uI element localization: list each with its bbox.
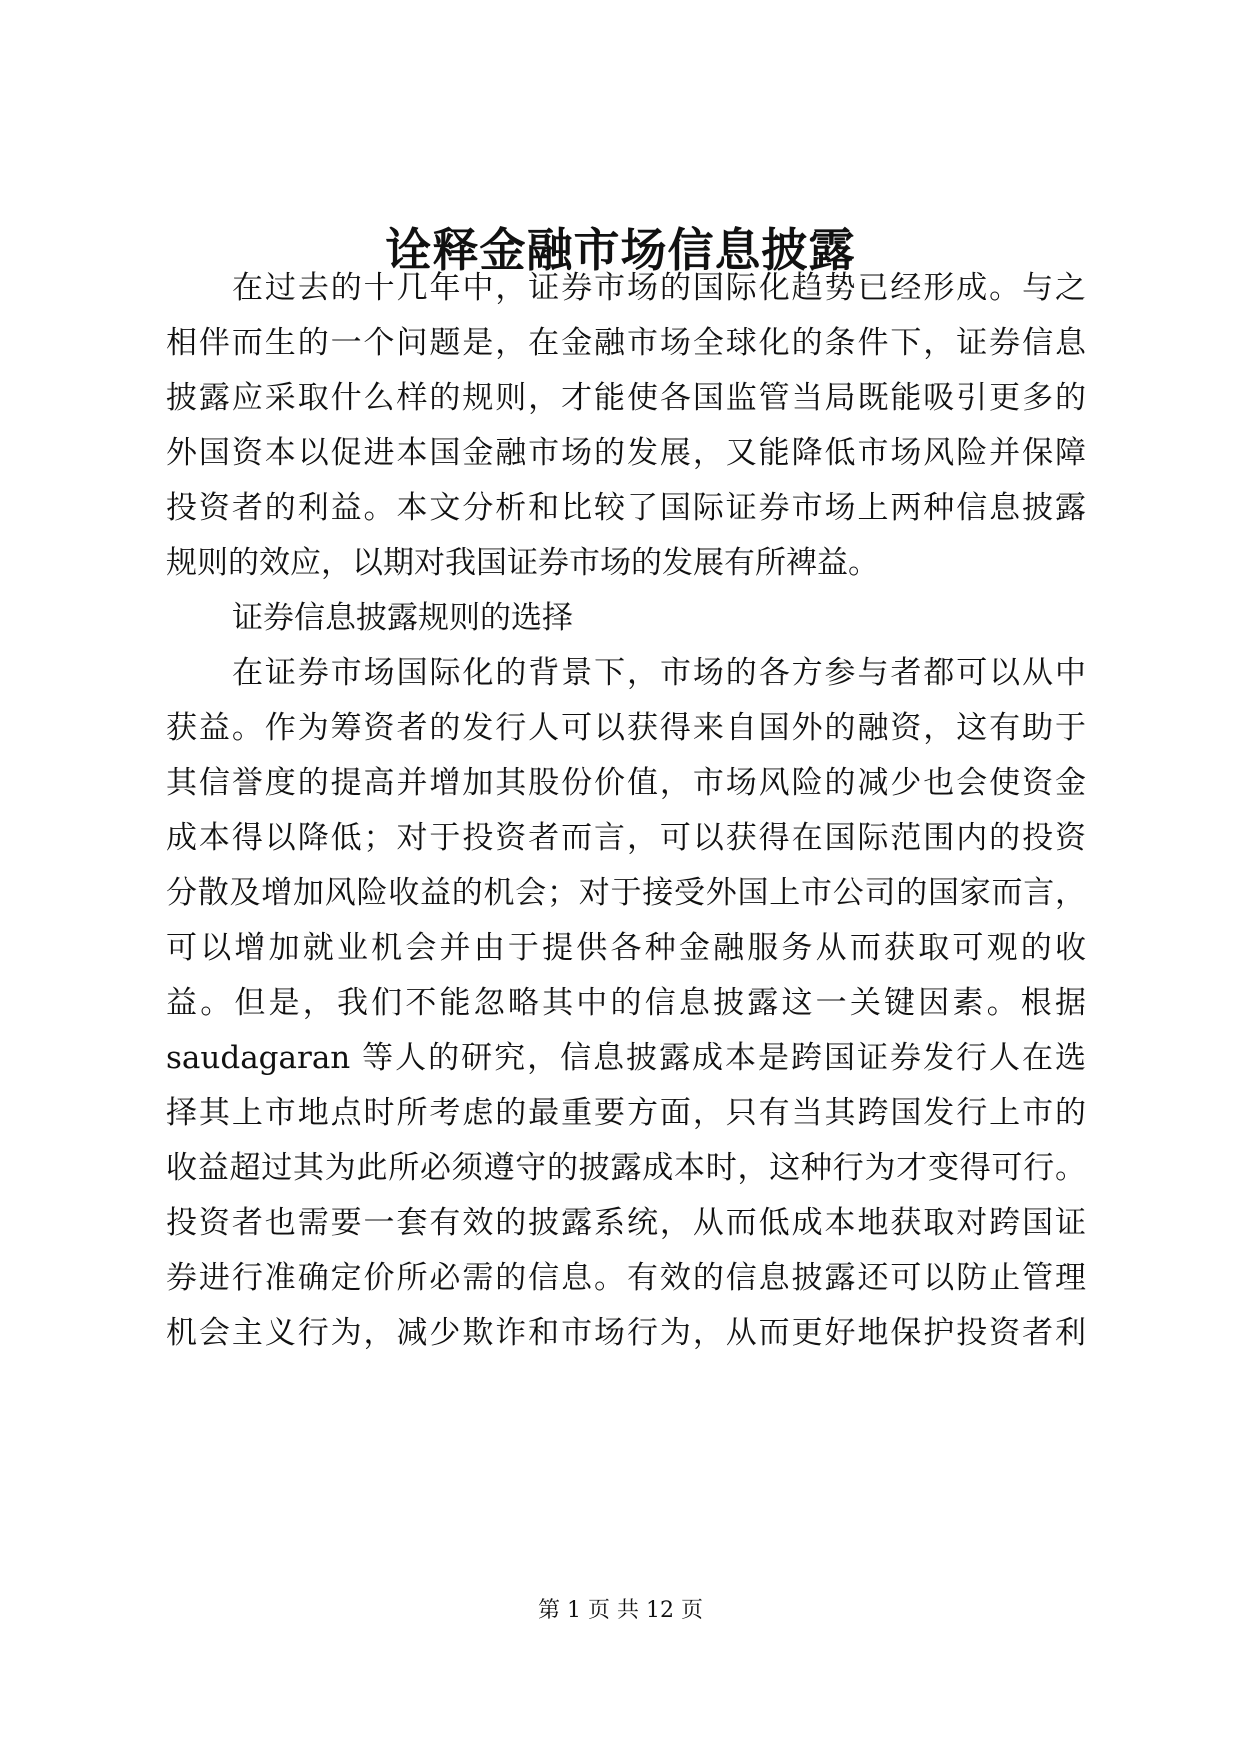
document-title: 诠释金融市场信息披露 — [385, 223, 856, 277]
paragraph-line: 获益。作为筹资者的发行人可以获得来自国外的融资，这有助于 — [166, 710, 1086, 746]
paragraph-line: 益。但是，我们不能忽略其中的信息披露这一关键因素。根据 — [166, 985, 1086, 1021]
paragraph-line: 投资者的利益。本文分析和比较了国际证券市场上两种信息披露 — [166, 490, 1086, 526]
paragraph-line: 披露应采取什么样的规则，才能使各国监管当局既能吸引更多的 — [166, 380, 1086, 416]
paragraph-line: 投资者也需要一套有效的披露系统，从而低成本地获取对跨国证 — [166, 1205, 1086, 1241]
paragraph-line: 收益超过其为此所必须遵守的披露成本时，这种行为才变得可行。 — [166, 1150, 1086, 1186]
paragraph-line: 成本得以降低；对于投资者而言，可以获得在国际范围内的投资 — [166, 820, 1086, 856]
paragraph-line: 机会主义行为，减少欺诈和市场行为，从而更好地保护投资者利 — [166, 1315, 1086, 1351]
paragraph-line: 规则的效应，以期对我国证券市场的发展有所裨益。 — [166, 545, 879, 581]
paragraph-line: 分散及增加风险收益的机会；对于接受外国上市公司的国家而言， — [166, 875, 1086, 911]
section-heading: 证券信息披露规则的选择 — [232, 600, 573, 636]
paragraph-line: 可以增加就业机会并由于提供各种金融服务从而获取可观的收 — [166, 930, 1086, 966]
paragraph-line: 相伴而生的一个问题是，在金融市场全球化的条件下，证券信息 — [166, 325, 1086, 361]
paragraph-line: 在证券市场国际化的背景下，市场的各方参与者都可以从中 — [232, 655, 1086, 691]
paragraph-line: saudagaran 等人的研究，信息披露成本是跨国证券发行人在选 — [166, 1040, 1086, 1076]
paragraph-line: 券进行准确定价所必需的信息。有效的信息披露还可以防止管理 — [166, 1260, 1086, 1296]
paragraph-line: 其信誉度的提高并增加其股份价值，市场风险的减少也会使资金 — [166, 765, 1086, 801]
page-footer: 第 1 页 共 12 页 — [538, 1598, 703, 1623]
paragraph-line: 外国资本以促进本国金融市场的发展，又能降低市场风险并保障 — [166, 435, 1086, 471]
paragraph-line: 择其上市地点时所考虑的最重要方面，只有当其跨国发行上市的 — [166, 1095, 1086, 1131]
paragraph-line: 在过去的十几年中，证券市场的国际化趋势已经形成。与之 — [232, 270, 1086, 306]
